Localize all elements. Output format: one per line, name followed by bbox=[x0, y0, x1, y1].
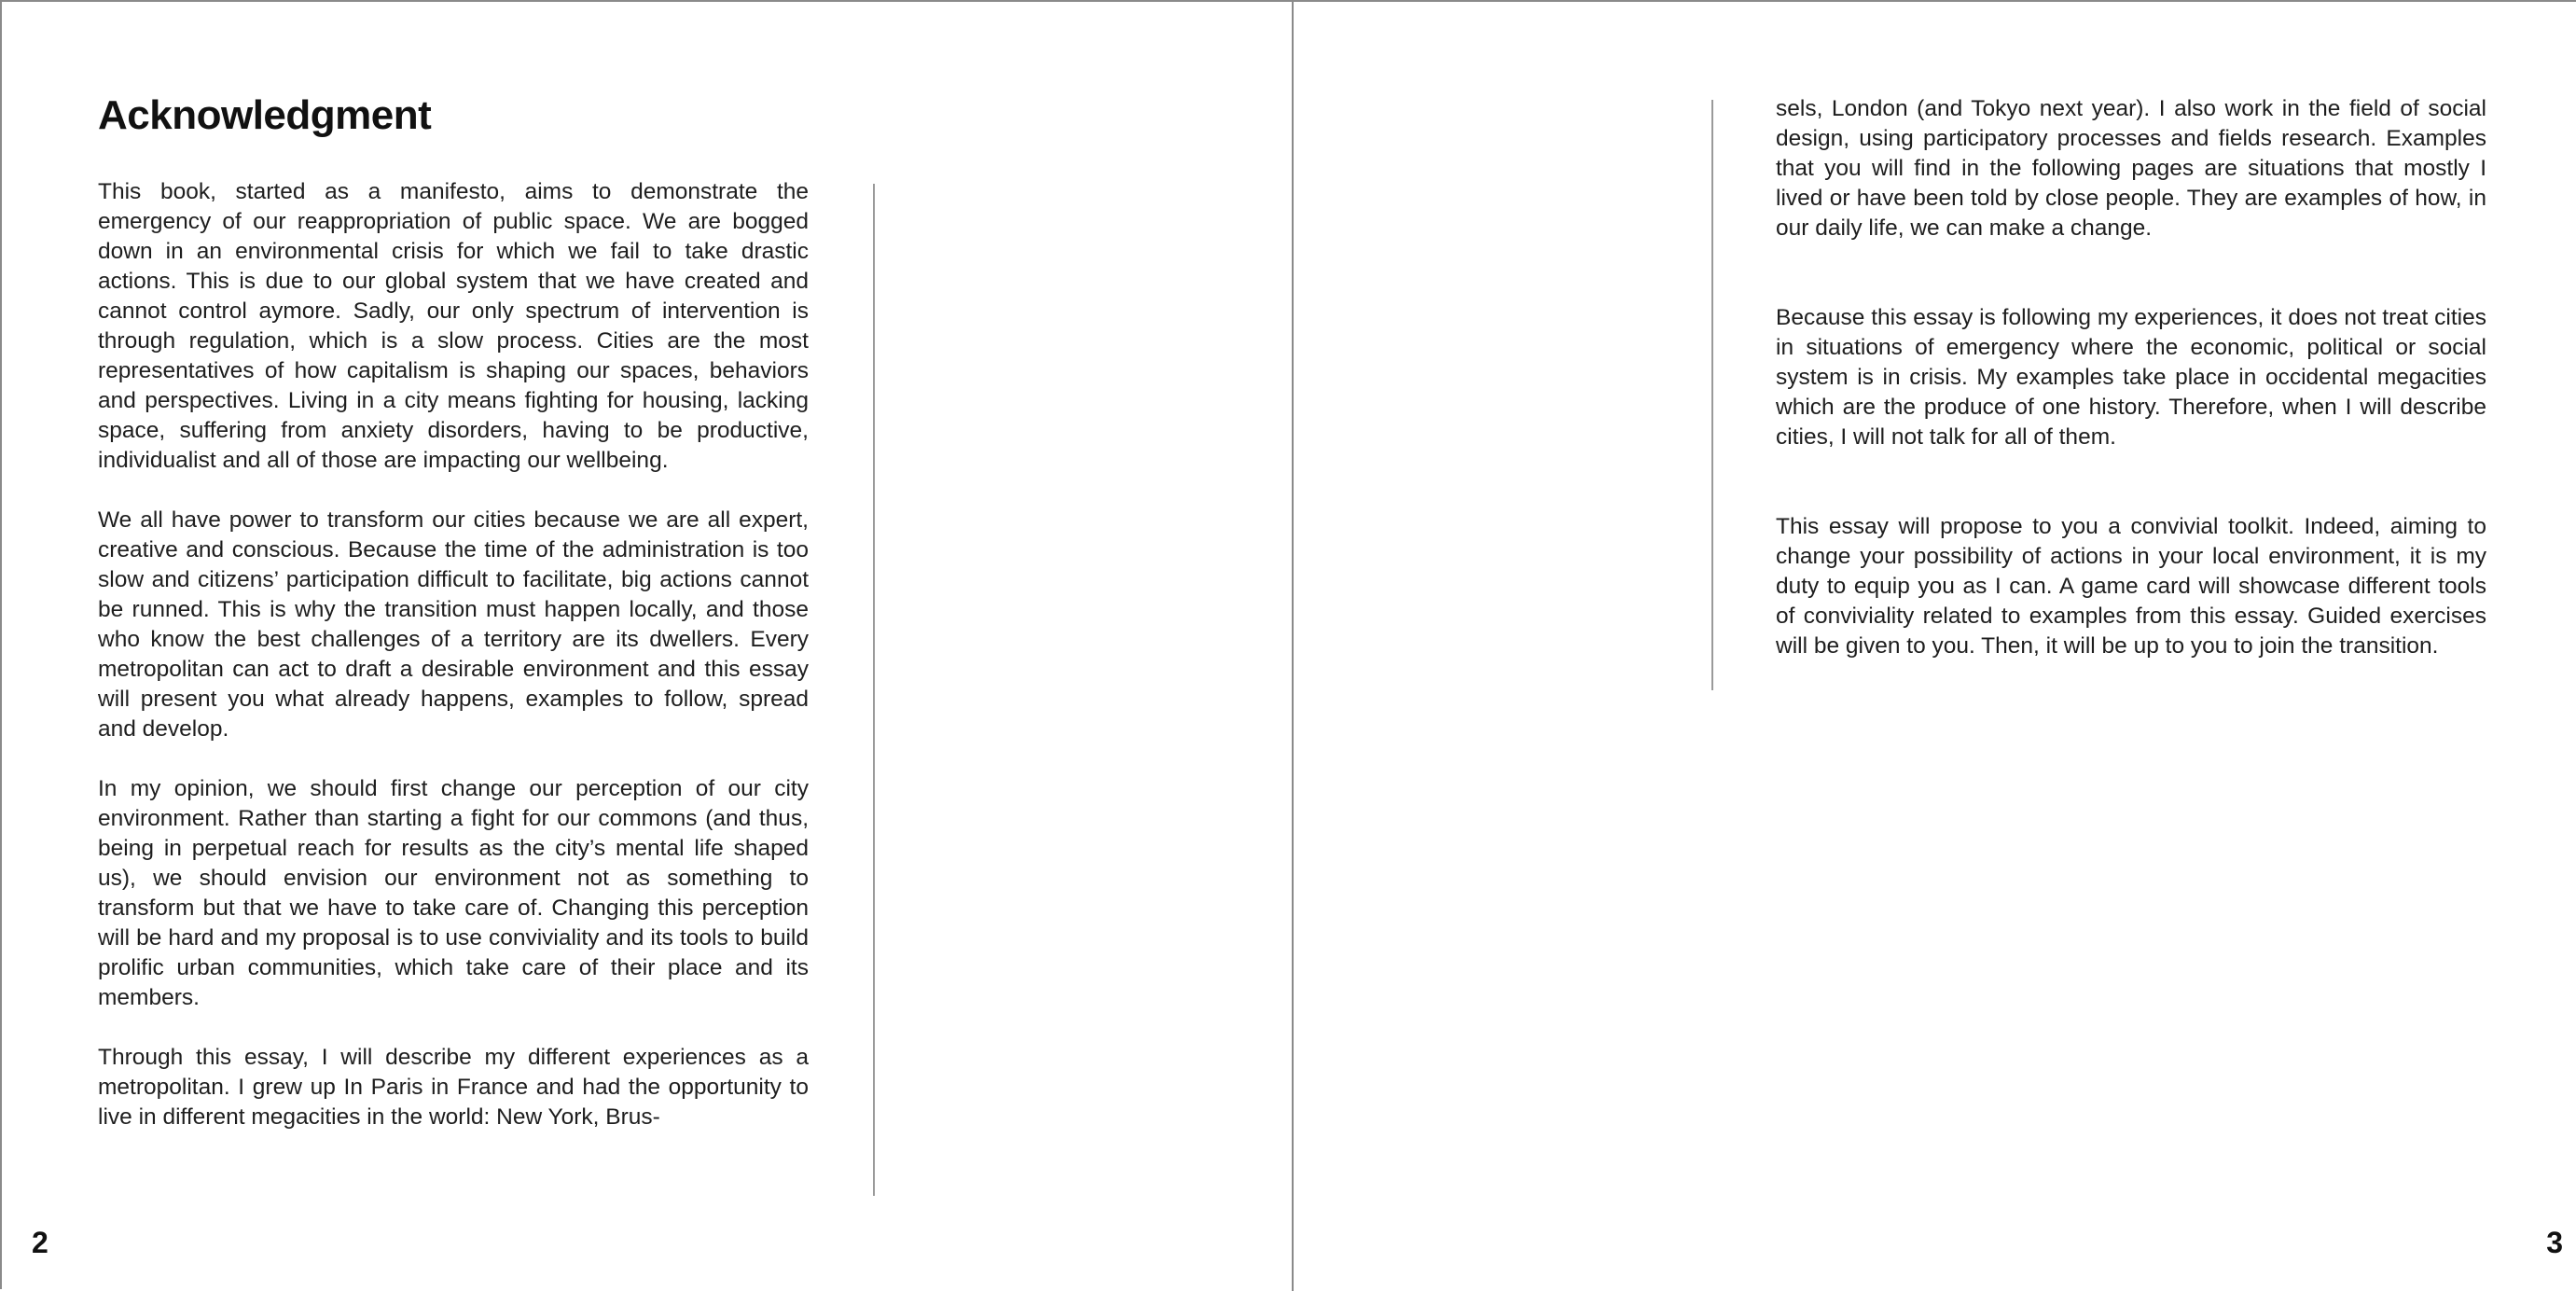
paragraph: In my opinion, we should first change our perception of our city environment. Rather than starting a fight for our commons (and thus, being in perpetual reach for results as the city’s mental life shaped us), we should envision our environment not as something to transform but that we have to take care of. Changing this perception will be hard and my proposal is to use conviviality and its tools to build prolific urban communities, which take care of their place and its members. bbox=[98, 776, 809, 1010]
paragraph: This book, started as a manifesto, aims to demonstrate the emergency of our reappropriation of public space. We are bogged down in an environmental crisis for which we fail to take drastic actions. This is due to our global system that we have created and cannot control aymore. Sadly, our only spectrum of intervention is through regulation, which is a slow process. Cities are the most representatives of how capitalism is shaping our spaces, behaviors and perspectives. Living in a city means fighting for housing, lacking space, suffering from anxiety disorders, having to be productive, individualist and all of those are impacting our wellbeing. bbox=[98, 179, 809, 473]
vertical-rule bbox=[873, 184, 875, 1196]
vertical-rule bbox=[1711, 100, 1713, 690]
left-page bbox=[2, 2, 1292, 1291]
right-page bbox=[1294, 2, 2576, 1291]
left-text-column bbox=[98, 177, 809, 1162]
right-text-column bbox=[1776, 94, 2486, 721]
page-title: Acknowledgment bbox=[98, 92, 432, 138]
paragraph: Because this essay is following my experiences, it does not treat cities in situations of emergency where the economic, political or social system is in crisis. My examples take place in occidental megacities which are the produce of one history. Therefore, when I will describe cities, I will not talk for all of them. bbox=[1776, 305, 2486, 450]
page-number-left: 2 bbox=[32, 1226, 48, 1259]
page-number-right: 3 bbox=[2546, 1226, 2563, 1259]
paragraph: We all have power to transform our cities because we are all expert, creative and conscious. Because the time of the administration is too slow and citizens’ participation difficult to facilitate, big actions cannot be runned. This is why the transition must happen locally, and those who know the best challenges of a territory are its dwellers. Every metropolitan can act to draft a desirable environment and this essay will present you what already happens, examples to follow, spread and develop. bbox=[98, 507, 809, 742]
paragraph: This essay will propose to you a convivial toolkit. Indeed, aiming to change your possibility of actions in your local environment, it is my duty to equip you as I can. A game card will showcase different tools of conviviality related to examples from this essay. Guided exercises will be given to you. Then, it will be up to you to join the transition. bbox=[1776, 514, 2486, 659]
paragraph: sels, London (and Tokyo next year). I also work in the field of social design, using participatory processes and fields research. Examples that you will find in the following pages are situations that mostly I lived or have been told by close people. They are examples of how, in our daily life, we can make a change. bbox=[1776, 96, 2486, 241]
paragraph: Through this essay, I will describe my different experiences as a metropolitan. I grew up In Paris in France and had the opportunity to live in different megacities in the world: New York, Brus- bbox=[98, 1045, 809, 1130]
